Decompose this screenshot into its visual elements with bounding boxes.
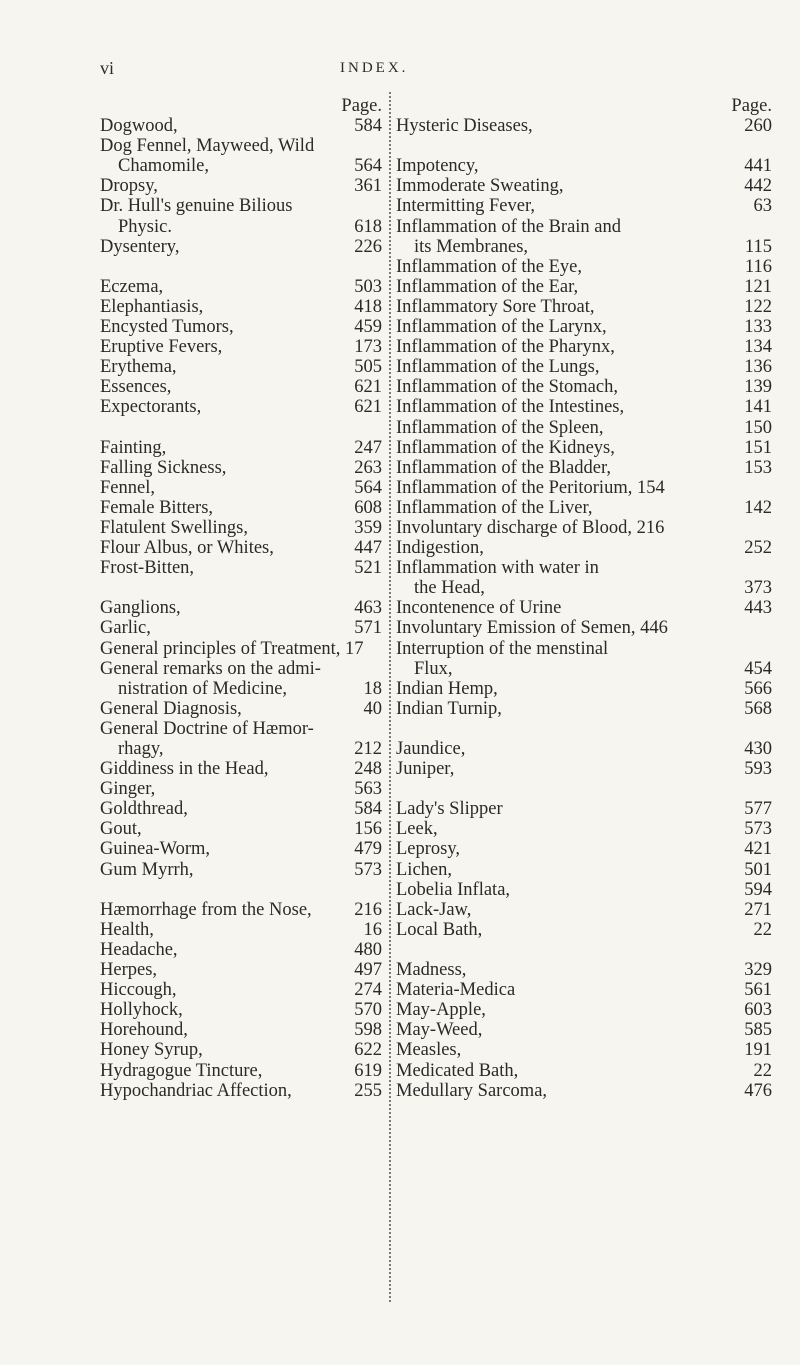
section-gap	[396, 940, 772, 960]
entry-page-number: 212	[354, 739, 382, 759]
entry-page-number: 463	[354, 598, 382, 619]
entry-term: Inflammation of the Brain and	[396, 216, 622, 237]
entry-term: Leek,	[396, 819, 438, 840]
index-entry	[396, 819, 772, 839]
entry-term: Inflammation of the Liver,	[396, 497, 593, 518]
entry-page-number: 561	[744, 980, 772, 1001]
index-entry	[100, 277, 390, 297]
entry-page-number: 116	[744, 256, 772, 277]
entry-page-number: 564	[354, 156, 382, 177]
entry-page-number: 479	[354, 839, 382, 860]
entry-term: Measles,	[396, 1040, 462, 1061]
index-entry	[396, 498, 772, 518]
entry-term: Jaundice,	[396, 739, 466, 759]
index-entry	[396, 538, 772, 558]
entry-page-number: 505	[354, 357, 382, 378]
entry-term: Dysentery,	[100, 236, 180, 257]
entry-term: Flour Albus, or Whites,	[100, 538, 274, 559]
entry-page-number: 584	[354, 799, 382, 820]
entry-term: General remarks on the admi-	[100, 658, 321, 679]
index-entry	[100, 900, 390, 920]
entry-term: Ganglions,	[100, 598, 181, 619]
entry-page-number: 585	[744, 1020, 772, 1041]
entry-term: Female Bitters,	[100, 497, 214, 518]
entry-term: Dropsy,	[100, 176, 158, 197]
entry-term: Local Bath,	[396, 919, 483, 940]
index-entry	[100, 799, 390, 819]
entry-page-number: 248	[354, 759, 382, 780]
running-title: INDEX.	[340, 60, 409, 76]
index-entry	[396, 377, 772, 397]
index-entry	[396, 920, 772, 940]
entry-page-number: 621	[354, 397, 382, 418]
entry-term: Expectorants,	[100, 397, 202, 418]
index-entry	[100, 176, 390, 196]
entry-page-number: 329	[744, 960, 772, 981]
entry-page-number: 22	[753, 919, 772, 940]
entry-page-number: 40	[363, 698, 382, 719]
entry-page-number: 151	[744, 437, 772, 458]
entry-term: Lichen,	[396, 859, 452, 880]
index-entry	[396, 1000, 772, 1020]
index-entry	[396, 980, 772, 1000]
index-entry	[396, 739, 772, 759]
entry-page-number: 497	[354, 960, 382, 981]
entry-term: Inflammation of the Intestines,	[396, 397, 625, 418]
entry-page-number: 136	[744, 357, 772, 378]
entry-page-number: 16	[363, 919, 382, 940]
index-entry	[396, 1081, 772, 1101]
entry-term: Inflammation of the Eye,	[396, 256, 582, 277]
index-entry	[396, 317, 772, 337]
entry-page-number: 430	[744, 739, 772, 759]
entry-term: Eczema,	[100, 276, 164, 297]
index-entry	[100, 317, 390, 337]
entry-term: Indian Turnip,	[396, 698, 502, 719]
entry-term: Indian Hemp,	[396, 678, 498, 699]
entry-page-number: 459	[354, 317, 382, 338]
entry-page-number: 577	[744, 799, 772, 820]
index-entry	[396, 900, 772, 920]
entry-page-number: 622	[354, 1040, 382, 1061]
entry-term: Inflammation of the Spleen,	[396, 417, 604, 438]
entry-term: Incontenence of Urine	[396, 598, 562, 619]
entry-term: the Head,	[414, 578, 485, 599]
index-entry	[396, 558, 772, 578]
entry-term: Physic.	[118, 216, 172, 237]
index-entry	[396, 116, 772, 136]
entry-term: Interruption of the menstinal	[396, 638, 609, 659]
page-number: vi	[100, 58, 115, 78]
index-entry	[100, 196, 390, 216]
entry-term: Hypochandriac Affection,	[100, 1080, 292, 1101]
index-entry	[100, 538, 390, 558]
index-entry	[396, 397, 772, 417]
index-entry	[396, 217, 772, 237]
entry-term: Dog Fennel, Mayweed, Wild	[100, 136, 315, 157]
index-entry	[396, 237, 772, 257]
entry-page-number: 442	[744, 176, 772, 197]
entry-term: Fainting,	[100, 437, 167, 458]
entry-page-number: 573	[354, 859, 382, 880]
index-entry	[100, 438, 390, 458]
entry-term: Essences,	[100, 377, 172, 398]
index-entry	[396, 458, 772, 478]
entry-page-number: 274	[354, 980, 382, 1001]
index-entry	[396, 156, 772, 176]
index-entry	[100, 116, 390, 136]
entry-page-number: 476	[744, 1080, 772, 1101]
entry-term: Materia-Medica	[396, 980, 516, 1001]
entry-term: Leprosy,	[396, 839, 461, 860]
index-entry	[396, 639, 772, 659]
entry-term: Gout,	[100, 819, 142, 840]
entry-page-number: 122	[744, 296, 772, 317]
index-entry	[100, 237, 390, 257]
index-entry	[100, 478, 390, 498]
entry-term: Lack-Jaw,	[396, 899, 472, 920]
entry-term: Ginger,	[100, 779, 156, 800]
index-entry	[396, 578, 772, 598]
entry-term: May-Weed,	[396, 1020, 483, 1041]
entry-term: Encysted Tumors,	[100, 317, 234, 338]
index-entry	[100, 920, 390, 940]
entry-term: Health,	[100, 919, 154, 940]
index-entry	[100, 1040, 390, 1060]
entry-term: Headache,	[100, 939, 178, 960]
entry-term: Lady's Slipper	[396, 799, 503, 820]
index-entry	[396, 860, 772, 880]
section-gap	[396, 719, 772, 739]
index-entry	[100, 839, 390, 859]
entry-term: Involuntary discharge of Blood, 216	[396, 517, 665, 538]
entry-term: Horehound,	[100, 1020, 188, 1041]
entry-page-number: 263	[354, 457, 382, 478]
index-entry	[396, 277, 772, 297]
entry-page-number: 226	[354, 236, 382, 257]
entry-page-number: 271	[744, 899, 772, 920]
index-entry	[396, 960, 772, 980]
index-entry	[100, 1081, 390, 1101]
entry-page-number: 563	[354, 779, 382, 800]
index-entry	[100, 357, 390, 377]
index-entry	[100, 377, 390, 397]
entry-page-number: 619	[354, 1060, 382, 1081]
entry-page-number: 570	[354, 1000, 382, 1021]
index-entry	[100, 679, 390, 699]
entry-term: Hollyhock,	[100, 1000, 183, 1021]
entry-term: Honey Syrup,	[100, 1040, 203, 1061]
entry-term: Inflammation of the Peritorium, 154	[396, 477, 665, 498]
entry-term: General Doctrine of Hæmor-	[100, 718, 314, 739]
entry-page-number: 594	[744, 879, 772, 900]
section-gap	[100, 880, 390, 900]
entry-page-number: 18	[363, 678, 382, 699]
entry-page-number: 153	[744, 457, 772, 478]
entry-term: Elephantiasis,	[100, 296, 204, 317]
index-entry	[100, 156, 390, 176]
section-gap	[100, 257, 390, 277]
entry-term: Hysteric Diseases,	[396, 116, 533, 137]
index-entry	[396, 176, 772, 196]
index-entry	[396, 297, 772, 317]
entry-page-number: 216	[354, 899, 382, 920]
index-entry	[100, 860, 390, 880]
entry-page-number: 584	[354, 116, 382, 137]
index-entry	[100, 639, 390, 659]
entry-page-number: 503	[354, 276, 382, 297]
entry-page-number: 621	[354, 377, 382, 398]
entry-page-number: 115	[744, 236, 772, 257]
entry-page-number: 139	[744, 377, 772, 398]
entry-term: Dogwood,	[100, 116, 178, 137]
entry-term: Inflammation of the Pharynx,	[396, 337, 615, 358]
entry-term: Fennel,	[100, 477, 155, 498]
index-entry	[100, 136, 390, 156]
entry-page-number: 571	[354, 618, 382, 639]
page-column-label: Page.	[731, 96, 772, 116]
index-entry	[396, 618, 772, 638]
index-entry	[100, 518, 390, 538]
index-column-left	[100, 96, 390, 1101]
page-header	[0, 58, 800, 82]
entry-term: Intermitting Fever,	[396, 196, 536, 217]
entry-page-number: 598	[354, 1020, 382, 1041]
entry-term: Immoderate Sweating,	[396, 176, 564, 197]
index-entry	[396, 1061, 772, 1081]
entry-page-number: 133	[744, 317, 772, 338]
entry-page-number: 63	[753, 196, 772, 217]
index-entry	[100, 458, 390, 478]
index-entry	[396, 699, 772, 719]
entry-page-number: 480	[354, 939, 382, 960]
section-gap	[396, 779, 772, 799]
entry-term: Inflammation of the Bladder,	[396, 457, 612, 478]
index-entry	[396, 1020, 772, 1040]
index-entry	[100, 960, 390, 980]
entry-page-number: 141	[744, 397, 772, 418]
entry-term: Indigestion,	[396, 538, 484, 559]
entry-term: Hydragogue Tincture,	[100, 1060, 263, 1081]
entry-page-number: 418	[354, 296, 382, 317]
entry-term: General Diagnosis,	[100, 698, 242, 719]
entry-page-number: 603	[744, 1000, 772, 1021]
entry-page-number: 247	[354, 437, 382, 458]
entry-term: nistration of Medicine,	[118, 678, 288, 699]
entry-page-number: 501	[744, 859, 772, 880]
entry-page-number: 441	[744, 156, 772, 177]
index-entry	[396, 679, 772, 699]
entry-page-number: 566	[744, 678, 772, 699]
entry-page-number: 255	[354, 1080, 382, 1101]
entry-page-number: 134	[744, 337, 772, 358]
entry-term: Inflammation of the Stomach,	[396, 377, 618, 398]
entry-page-number: 359	[354, 517, 382, 538]
entry-page-number: 142	[744, 497, 772, 518]
entry-term: May-Apple,	[396, 1000, 486, 1021]
index-entry	[396, 799, 772, 819]
index-entry	[100, 217, 390, 237]
entry-term: Hiccough,	[100, 980, 177, 1001]
section-gap	[100, 578, 390, 598]
entry-page-number: 121	[744, 276, 772, 297]
section-gap	[396, 136, 772, 156]
index-entry	[100, 498, 390, 518]
index-entry	[396, 418, 772, 438]
index-entry	[396, 659, 772, 679]
index-entry	[100, 759, 390, 779]
entry-term: Frost-Bitten,	[100, 558, 195, 579]
index-entry	[100, 337, 390, 357]
entry-term: Gum Myrrh,	[100, 859, 194, 880]
section-gap	[100, 418, 390, 438]
entry-page-number: 608	[354, 497, 382, 518]
index-entry	[100, 1061, 390, 1081]
entry-term: Medullary Sarcoma,	[396, 1080, 548, 1101]
entry-term: Giddiness in the Head,	[100, 759, 269, 780]
index-entry	[100, 779, 390, 799]
index-entry	[396, 518, 772, 538]
entry-term: Impotency,	[396, 156, 479, 177]
entry-page-number: 573	[744, 819, 772, 840]
index-entry	[100, 819, 390, 839]
entry-term: Erythema,	[100, 357, 177, 378]
entry-page-number: 447	[354, 538, 382, 559]
entry-page-number: 373	[744, 578, 772, 599]
index-entry	[100, 618, 390, 638]
entry-page-number: 252	[744, 538, 772, 559]
entry-term: Goldthread,	[100, 799, 188, 820]
index-column-right	[396, 96, 772, 1101]
index-entry	[396, 196, 772, 216]
index-entry	[396, 598, 772, 618]
entry-page-number: 421	[744, 839, 772, 860]
index-entry	[396, 1040, 772, 1060]
entry-page-number: 521	[354, 558, 382, 579]
entry-term: Madness,	[396, 960, 467, 981]
entry-term: Inflammation of the Larynx,	[396, 317, 607, 338]
index-entry	[100, 980, 390, 1000]
index-entry	[100, 297, 390, 317]
entry-page-number: 150	[744, 417, 772, 438]
index-entry	[396, 880, 772, 900]
index-entry	[100, 739, 390, 759]
entry-page-number: 454	[744, 658, 772, 679]
entry-term: Inflammatory Sore Throat,	[396, 296, 595, 317]
index-entry	[396, 478, 772, 498]
entry-page-number: 191	[744, 1040, 772, 1061]
entry-term: Juniper,	[396, 759, 455, 780]
entry-page-number: 156	[354, 819, 382, 840]
index-entry	[100, 719, 390, 739]
entry-term: General principles of Treatment, 17	[100, 638, 364, 659]
index-entry	[396, 839, 772, 859]
entry-term: its Membranes,	[414, 236, 529, 257]
index-entry	[396, 438, 772, 458]
entry-term: Inflammation of the Lungs,	[396, 357, 600, 378]
entry-page-number: 361	[354, 176, 382, 197]
entry-page-number: 618	[354, 216, 382, 237]
entry-term: Inflammation of the Kidneys,	[396, 437, 615, 458]
index-entry	[100, 598, 390, 618]
page-column-label: Page.	[341, 96, 382, 116]
entry-term: Lobelia Inflata,	[396, 879, 511, 900]
index-entry	[396, 337, 772, 357]
index-entry	[396, 257, 772, 277]
index-entry	[396, 357, 772, 377]
index-entry	[100, 940, 390, 960]
entry-term: Inflammation with water in	[396, 558, 599, 579]
entry-term: Involuntary Emission of Semen, 446	[396, 618, 668, 639]
entry-term: Eruptive Fevers,	[100, 337, 223, 358]
entry-term: Hæmorrhage from the Nose,	[100, 899, 312, 920]
entry-term: Inflammation of the Ear,	[396, 276, 579, 297]
entry-term: Herpes,	[100, 960, 158, 981]
entry-term: Garlic,	[100, 618, 151, 639]
index-entry	[100, 1020, 390, 1040]
entry-term: rhagy,	[118, 739, 164, 759]
entry-term: Medicated Bath,	[396, 1060, 519, 1081]
entry-page-number: 173	[354, 337, 382, 358]
entry-page-number: 443	[744, 598, 772, 619]
index-entry	[100, 397, 390, 417]
entry-term: Dr. Hull's genuine Bilious	[100, 196, 293, 217]
entry-page-number: 568	[744, 698, 772, 719]
entry-page-number: 22	[753, 1060, 772, 1081]
index-entry	[100, 699, 390, 719]
index-entry	[100, 558, 390, 578]
entry-term: Flux,	[414, 658, 453, 679]
entry-page-number: 564	[354, 477, 382, 498]
index-entry	[100, 659, 390, 679]
index-entry	[396, 759, 772, 779]
entry-term: Falling Sickness,	[100, 457, 227, 478]
entry-page-number: 593	[744, 759, 772, 780]
entry-page-number: 260	[744, 116, 772, 137]
entry-term: Chamomile,	[118, 156, 209, 177]
entry-term: Guinea-Worm,	[100, 839, 210, 860]
index-entry	[100, 1000, 390, 1020]
entry-term: Flatulent Swellings,	[100, 517, 248, 538]
